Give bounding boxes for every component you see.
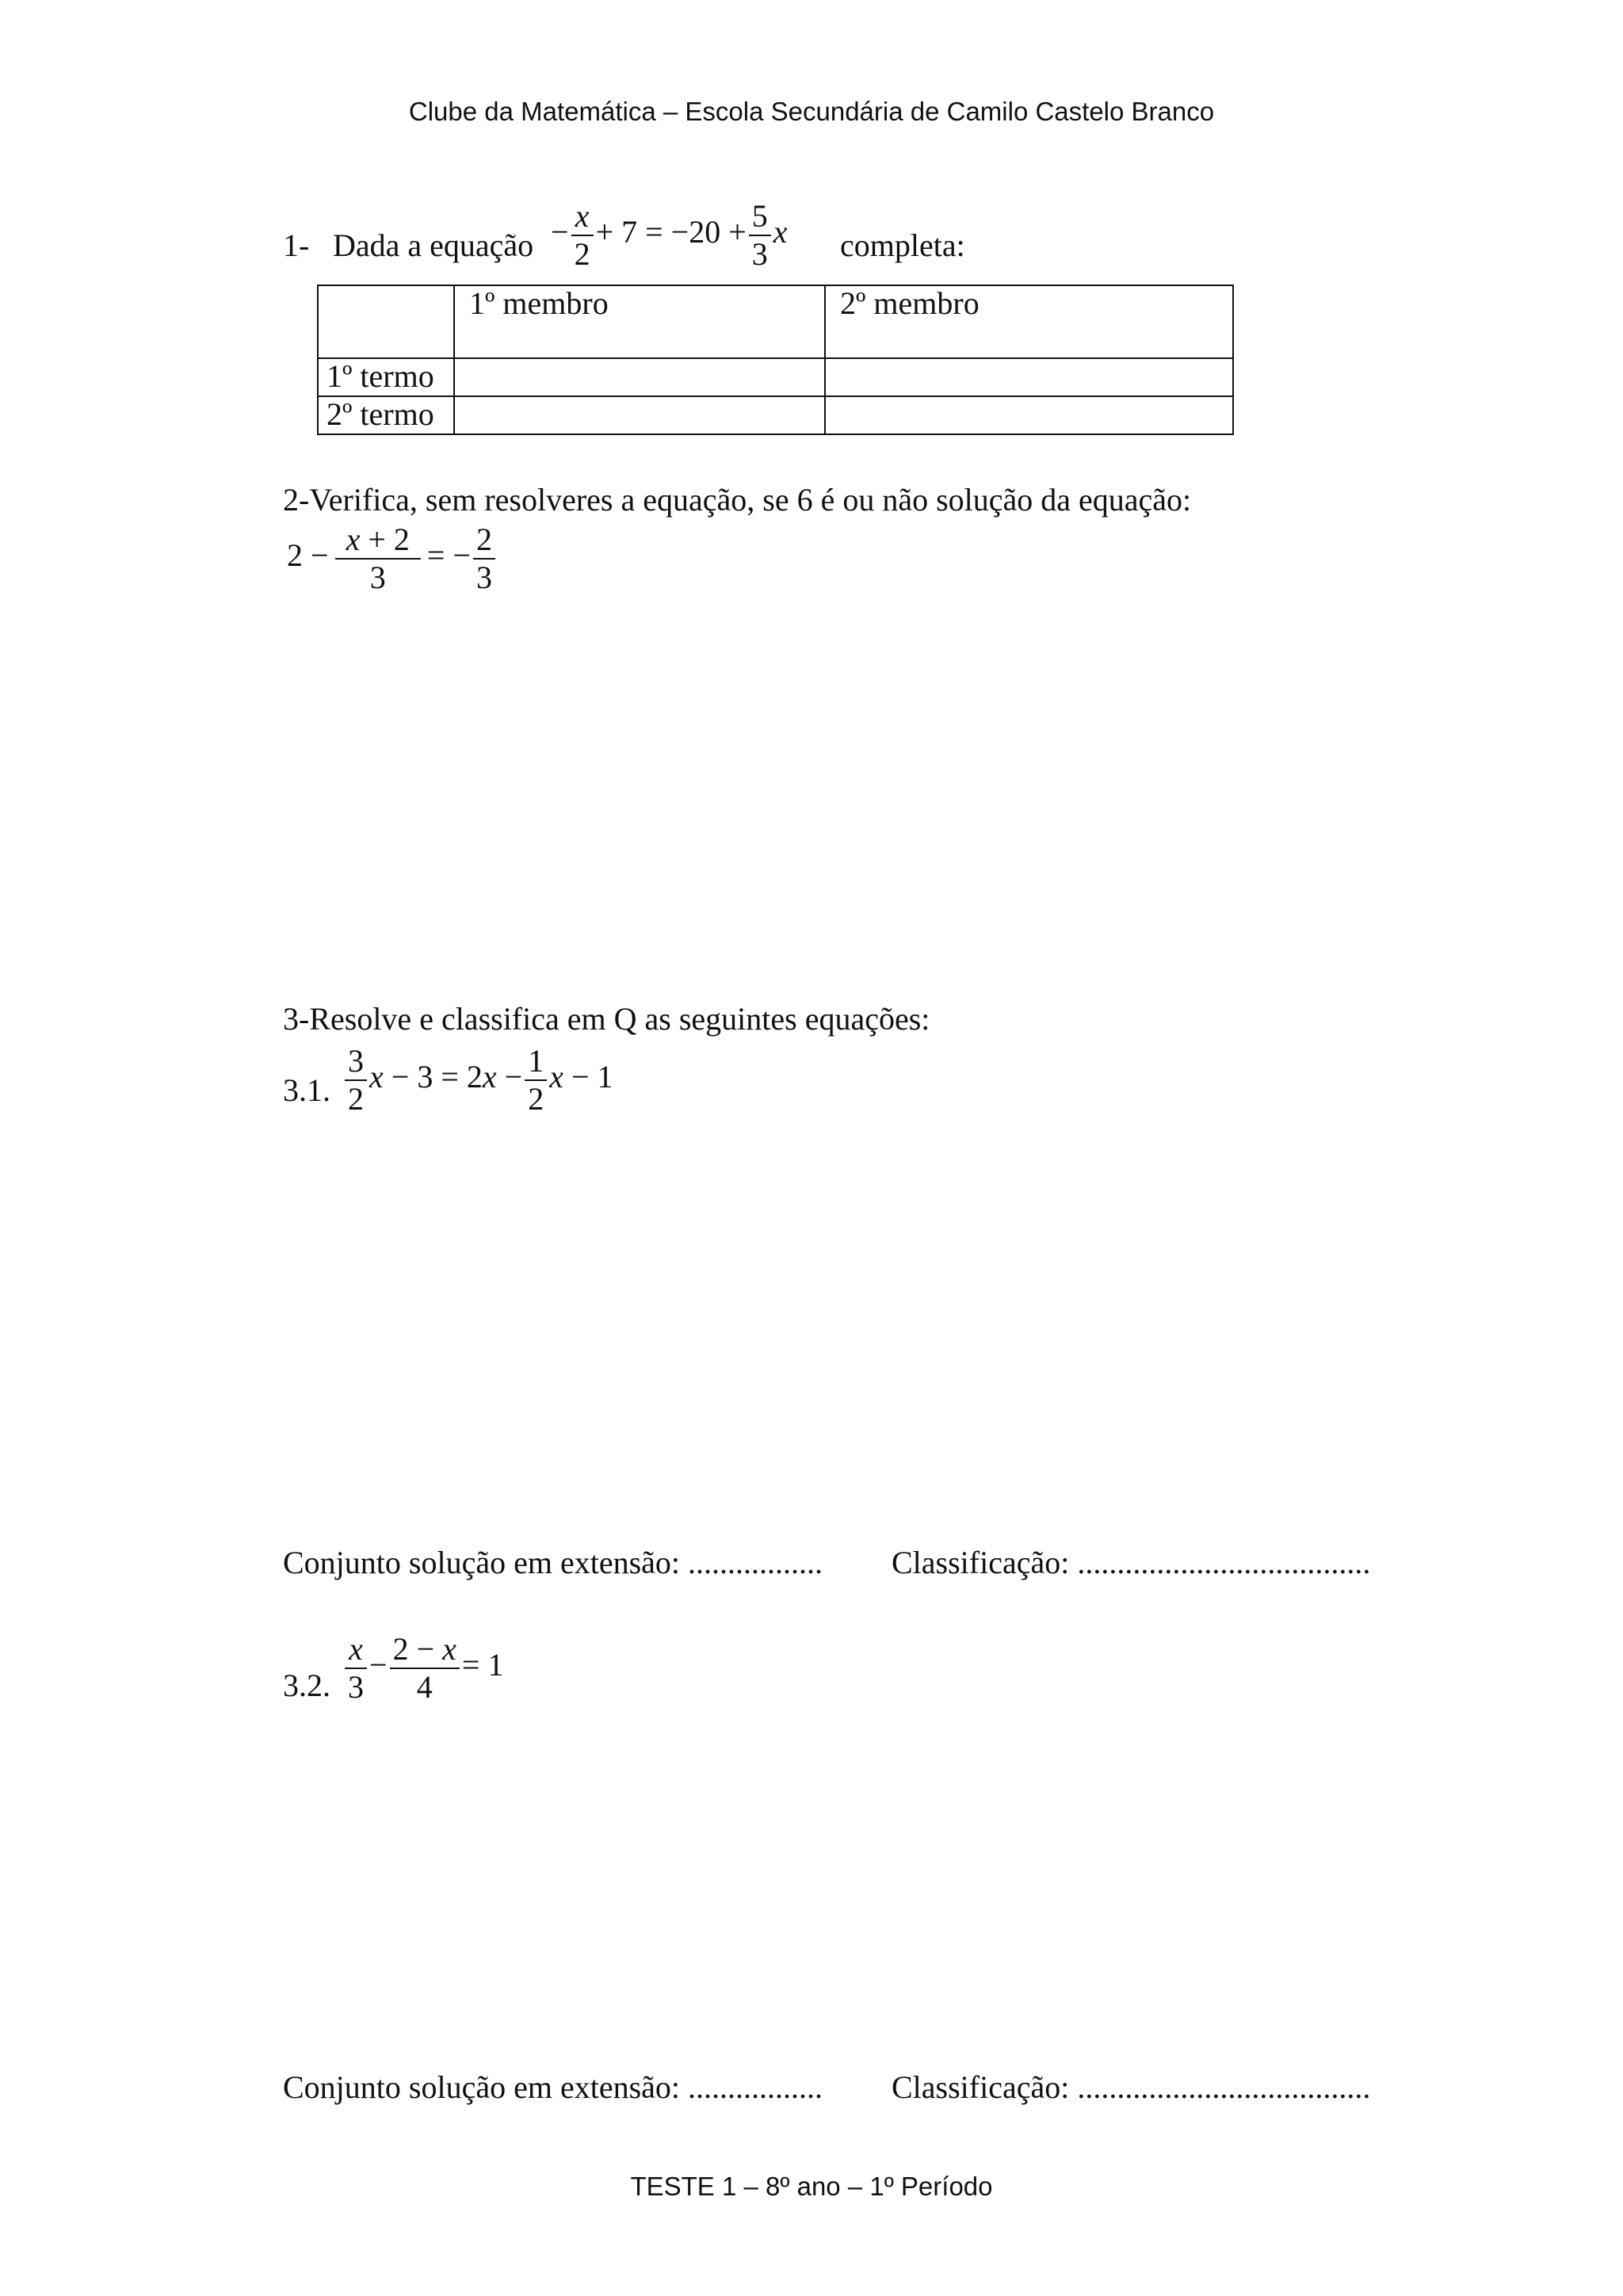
q2-text: 2-Verifica, sem resolveres a equação, se 6 é ou não solução da equação: <box>283 482 1192 518</box>
q3-2-equation: $\frac{x}{3}$ − $\frac{2 - x}{4}$ = 1 <box>342 1631 503 1706</box>
table-header-2nd-member: 2º membro <box>825 285 1233 358</box>
answer-cell-1st-member-1st-term[interactable] <box>454 358 825 396</box>
q1-number: 1- <box>283 227 310 263</box>
q3-text: 3-Resolve e classifica em Q as seguintes equações: <box>283 1001 930 1037</box>
table-header-1st-member: 1º membro <box>454 285 825 358</box>
table-row-label-2nd-term: 2º termo <box>318 396 454 434</box>
table-row-label-1st-term: 1º termo <box>318 358 454 396</box>
q3-1-solution-set: Conjunto solução em extensão: ................. <box>283 1545 823 1580</box>
q1-table <box>317 285 1234 435</box>
q3-2-solution-set: Conjunto solução em extensão: ................. <box>283 2069 823 2105</box>
q2-equation: 2 − $\frac{x + 2}{3}$ = − $\frac{2}{3}$ <box>287 521 498 596</box>
answer-cell-1st-member-2nd-term[interactable] <box>454 396 825 434</box>
page-header: Clube da Matemática – Escola Secundária de Camilo Castelo Branco <box>408 97 1215 126</box>
q1-equation: − $\frac{x}{2}$ + 7 = −20 + $\frac{5}{3}$ x <box>551 198 788 272</box>
q3-1-classification: Classificação: ..................................... <box>892 1545 1371 1580</box>
q1-lead: Dada a equação <box>333 227 534 263</box>
table-corner-cell <box>318 285 454 358</box>
answer-cell-2nd-member-2nd-term[interactable] <box>825 396 1233 434</box>
page-footer: TESTE 1 – 8º ano – 1º Período <box>630 2172 993 2201</box>
q3-1-label: 3.1. <box>283 1072 330 1108</box>
q3-2-label: 3.2. <box>283 1668 330 1703</box>
answer-cell-2nd-member-1st-term[interactable] <box>825 358 1233 396</box>
q1-tail: completa: <box>840 227 965 263</box>
q3-1-equation: $\frac{3}{2}$ x − 3 = 2x − $\frac{1}{2}$ x − 1 <box>342 1043 613 1117</box>
q3-2-classification: Classificação: ..................................... <box>892 2069 1371 2105</box>
